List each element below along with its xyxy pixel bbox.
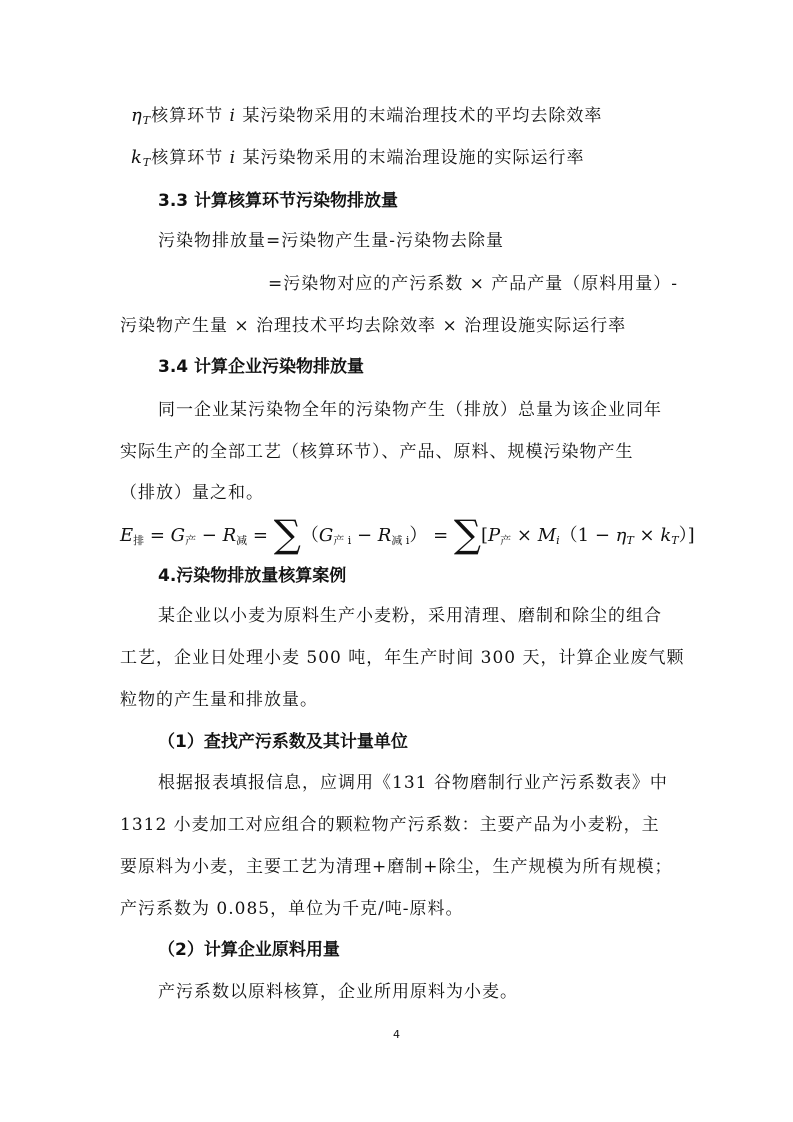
formula-R-sub: 减: [236, 534, 248, 547]
formula-one-minus: 1 −: [577, 525, 616, 546]
eta-definition: [131, 104, 602, 133]
eta-subscript: T: [142, 114, 152, 127]
step1-para-line: 产污系数为 0.085，单位为千克/吨-原料。: [120, 899, 464, 919]
eta-text-post: 某污染物采用的末端治理技术的平均去除效率: [242, 106, 603, 126]
emission-formula: [120, 512, 695, 556]
formula-eta: η: [615, 525, 627, 546]
sec4-para-line: 粒物的产生量和排放量。: [120, 690, 318, 710]
formula-paren: ）: [678, 525, 688, 546]
k-text-post: 某污染物采用的末端治理设施的实际运行率: [242, 148, 585, 168]
formula-bracket: [: [481, 525, 489, 546]
formula-G: G: [318, 525, 334, 546]
formula-G-sub: 产: [185, 534, 197, 547]
formula-paren: （: [559, 525, 578, 546]
formula-times: ×: [633, 525, 661, 546]
sec4-para-line: 某企业以小麦为原料生产小麦粉，采用清理、磨制和除尘的组合: [158, 606, 662, 626]
formula-G-sub: 产 i: [333, 534, 352, 547]
formula-eq: =: [247, 525, 274, 546]
formula-E-sub: 排: [133, 534, 145, 547]
formula-eq: =: [144, 525, 171, 546]
formula-eq: =: [427, 525, 454, 546]
formula-bracket: ]: [687, 525, 695, 546]
sec33-line3: 污染物产生量 × 治理技术平均去除效率 × 治理设施实际运行率: [120, 316, 627, 336]
sigma-symbol: ∑: [453, 512, 482, 556]
sec34-para-line: 同一企业某污染物全年的污染物产生（排放）总量为该企业同年: [158, 400, 662, 420]
sec34-para-line: 实际生产的全部工艺（核算环节）、产品、原料、规模污染物产生: [120, 442, 634, 462]
page-number: 4: [393, 1028, 400, 1041]
k-index: i: [229, 148, 237, 168]
formula-M: M: [537, 525, 557, 546]
formula-k-sub: T: [671, 534, 679, 547]
formula-R: R: [377, 525, 392, 546]
step1-para-line: 1312 小麦加工对应组合的颗粒物产污系数：主要产品为小麦粉，主: [120, 815, 660, 835]
sigma-symbol: ∑: [273, 512, 301, 556]
section-4-heading: 4.污染物排放量核算案例: [158, 566, 347, 586]
step1-para-line: 根据报表填报信息，应调用《131 谷物磨制行业产污系数表》中: [158, 773, 668, 793]
k-text-pre: 核算环节: [151, 148, 224, 168]
eta-text-pre: 核算环节: [151, 106, 224, 126]
formula-P: P: [488, 525, 501, 546]
formula-P-sub: 产: [500, 534, 512, 547]
sec4-para-line: 工艺，企业日处理小麦 500 吨，年生产时间 300 天，计算企业废气颗: [120, 648, 685, 668]
formula-G: G: [170, 525, 186, 546]
step1-para-line: 要原料为小麦，主要工艺为清理+磨制+除尘，生产规模为所有规模；: [120, 857, 673, 877]
formula-minus: −: [351, 525, 378, 546]
formula-minus: −: [196, 525, 223, 546]
formula-times: ×: [511, 525, 538, 546]
section-3-4-heading: 3.4 计算企业污染物排放量: [158, 357, 365, 377]
eta-symbol: η: [131, 105, 143, 126]
step1-heading: （1）查找产污系数及其计量单位: [158, 732, 408, 752]
section-3-3-heading: 3.3 计算核算环节污染物排放量: [158, 191, 399, 211]
formula-R-sub: 减 i: [391, 534, 410, 547]
formula-k: k: [660, 525, 672, 546]
k-definition: [131, 146, 585, 175]
eta-index: i: [229, 106, 236, 126]
formula-R: R: [222, 525, 237, 546]
sec33-line2: =污染物对应的产污系数 × 产品产量（原料用量）-: [268, 274, 679, 294]
sec33-line1: 污染物排放量=污染物产生量-污染物去除量: [158, 231, 504, 251]
sec34-para-line: （排放）量之和。: [120, 483, 264, 503]
k-symbol: k: [131, 147, 143, 168]
step2-para-line: 产污系数以原料核算，企业所用原料为小麦。: [158, 982, 518, 1002]
formula-paren: ）: [409, 525, 428, 546]
formula-eta-sub: T: [626, 534, 634, 547]
formula-M-sub: i: [556, 534, 560, 547]
formula-E: E: [120, 525, 134, 546]
k-subscript: T: [142, 156, 152, 169]
formula-paren: （: [300, 525, 319, 546]
step2-heading: （2）计算企业原料用量: [158, 940, 340, 960]
